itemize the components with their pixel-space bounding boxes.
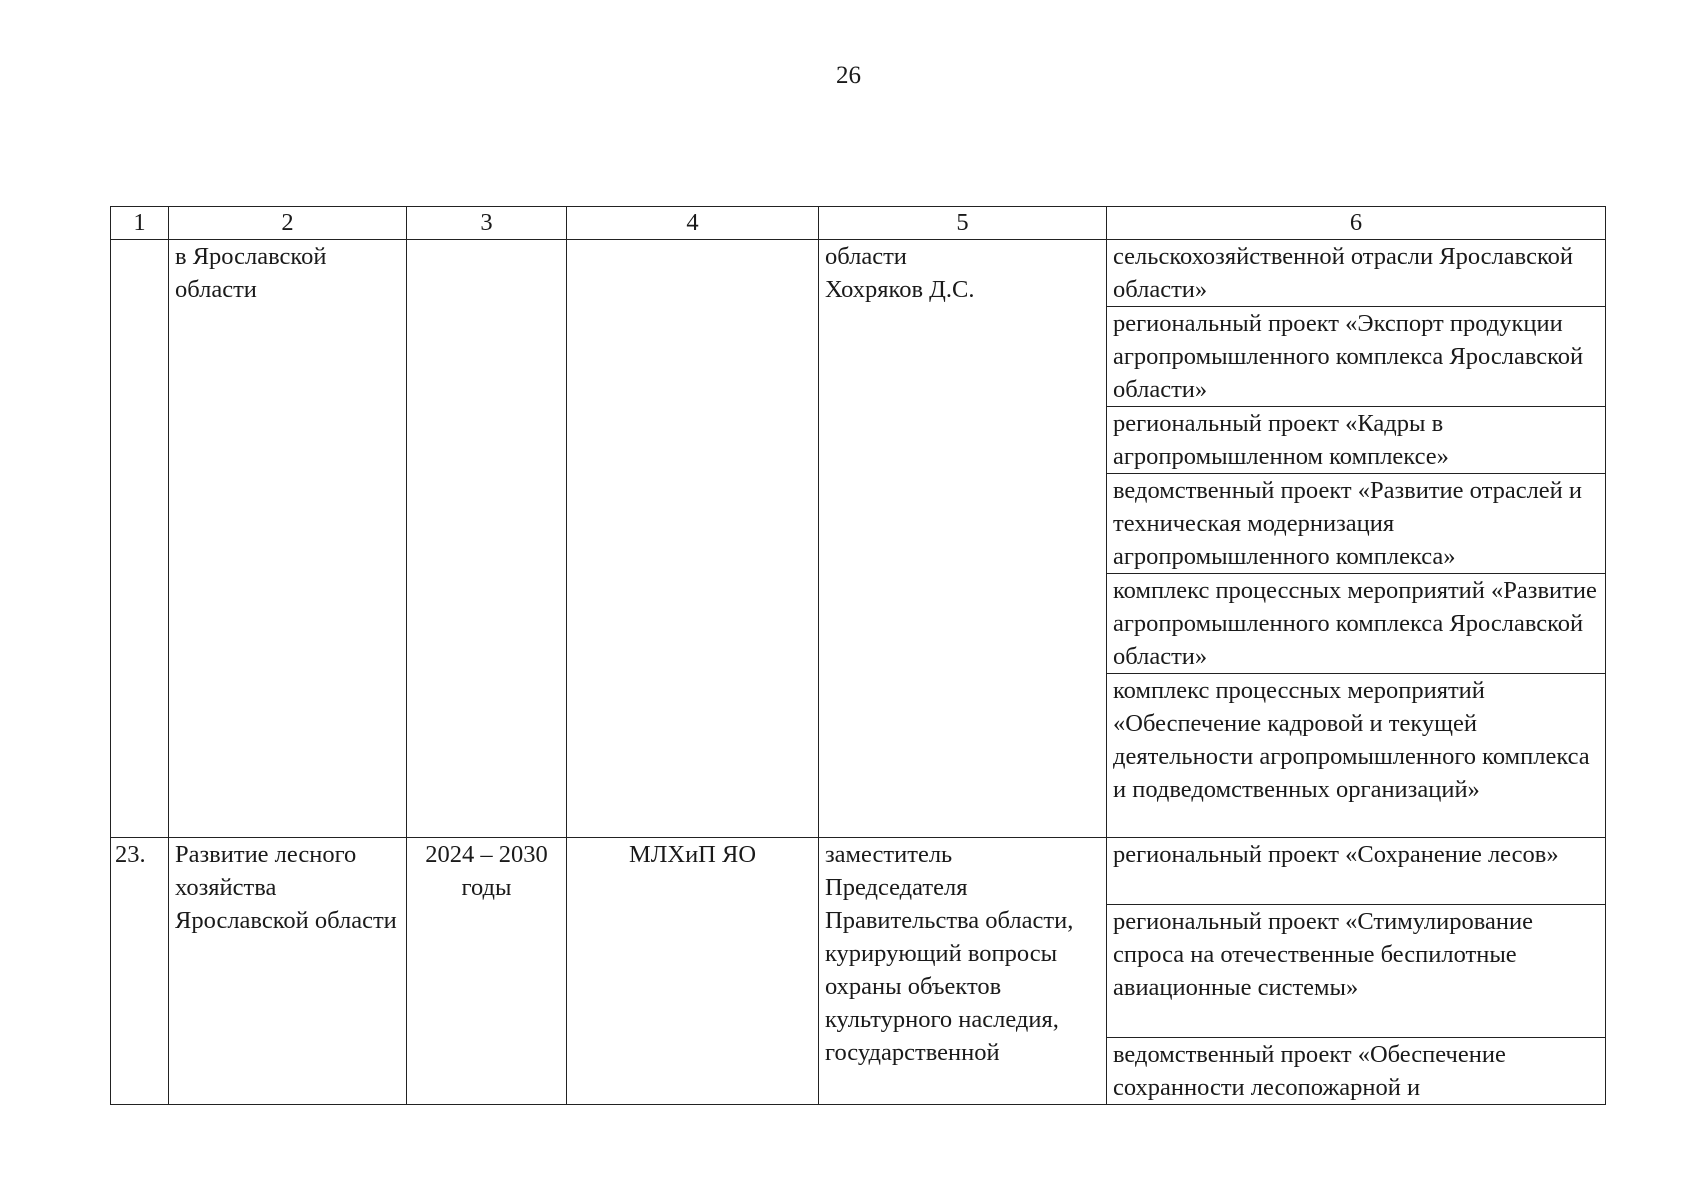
cell-structural-element: региональный проект «Сохранение лесов»	[1107, 838, 1606, 905]
header-col-2: 2	[169, 207, 407, 240]
cell-period	[407, 240, 567, 838]
cell-structural-element: региональный проект «Стимулирование спроса на отечественные беспилотные авиационные системы»	[1107, 905, 1606, 1038]
header-col-6: 6	[1107, 207, 1606, 240]
cell-structural-element: региональный проект «Кадры в агропромышленном комплексе»	[1107, 407, 1606, 474]
header-col-1: 1	[111, 207, 169, 240]
cell-program-name: в Ярославской области	[169, 240, 407, 838]
cell-number: 23.	[111, 838, 169, 1105]
cell-structural-element: комплекс процессных мероприятий «Обеспечение кадровой и текущей деятельности агропромышленного комплекса и подведомственных организаций»	[1107, 674, 1606, 838]
cell-structural-element: сельскохозяйственной отрасли Ярославской области»	[1107, 240, 1606, 307]
cell-number	[111, 240, 169, 838]
curator-line: Хохряков Д.С.	[825, 276, 975, 303]
cell-curator: заместитель Председателя Правительства области, курирующий вопросы охраны объектов культурного наследия, государственной	[819, 838, 1107, 1105]
table-header-row	[111, 207, 1606, 240]
cell-structural-element: региональный проект «Экспорт продукции агропромышленного комплекса Ярославской области»	[1107, 307, 1606, 407]
cell-responsible: МЛХиП ЯО	[567, 838, 819, 1105]
cell-period: 2024 – 2030 годы	[407, 838, 567, 1105]
cell-responsible	[567, 240, 819, 838]
cell-structural-element: ведомственный проект «Развитие отраслей и техническая модернизация агропромышленного комплекса»	[1107, 474, 1606, 574]
table-row	[111, 838, 1606, 905]
cell-curator	[819, 240, 1107, 838]
header-col-4: 4	[567, 207, 819, 240]
header-col-3: 3	[407, 207, 567, 240]
cell-program-name: Развитие лесного хозяйства Ярославской области	[169, 838, 407, 1105]
cell-structural-element: ведомственный проект «Обеспечение сохранности лесопожарной и	[1107, 1038, 1606, 1105]
cell-structural-element: комплекс процессных мероприятий «Развитие агропромышленного комплекса Ярославской области»	[1107, 574, 1606, 674]
curator-line: области	[825, 243, 907, 270]
page-number: 26	[836, 62, 861, 89]
header-col-5: 5	[819, 207, 1107, 240]
program-table	[110, 206, 1606, 1105]
table-row	[111, 240, 1606, 307]
